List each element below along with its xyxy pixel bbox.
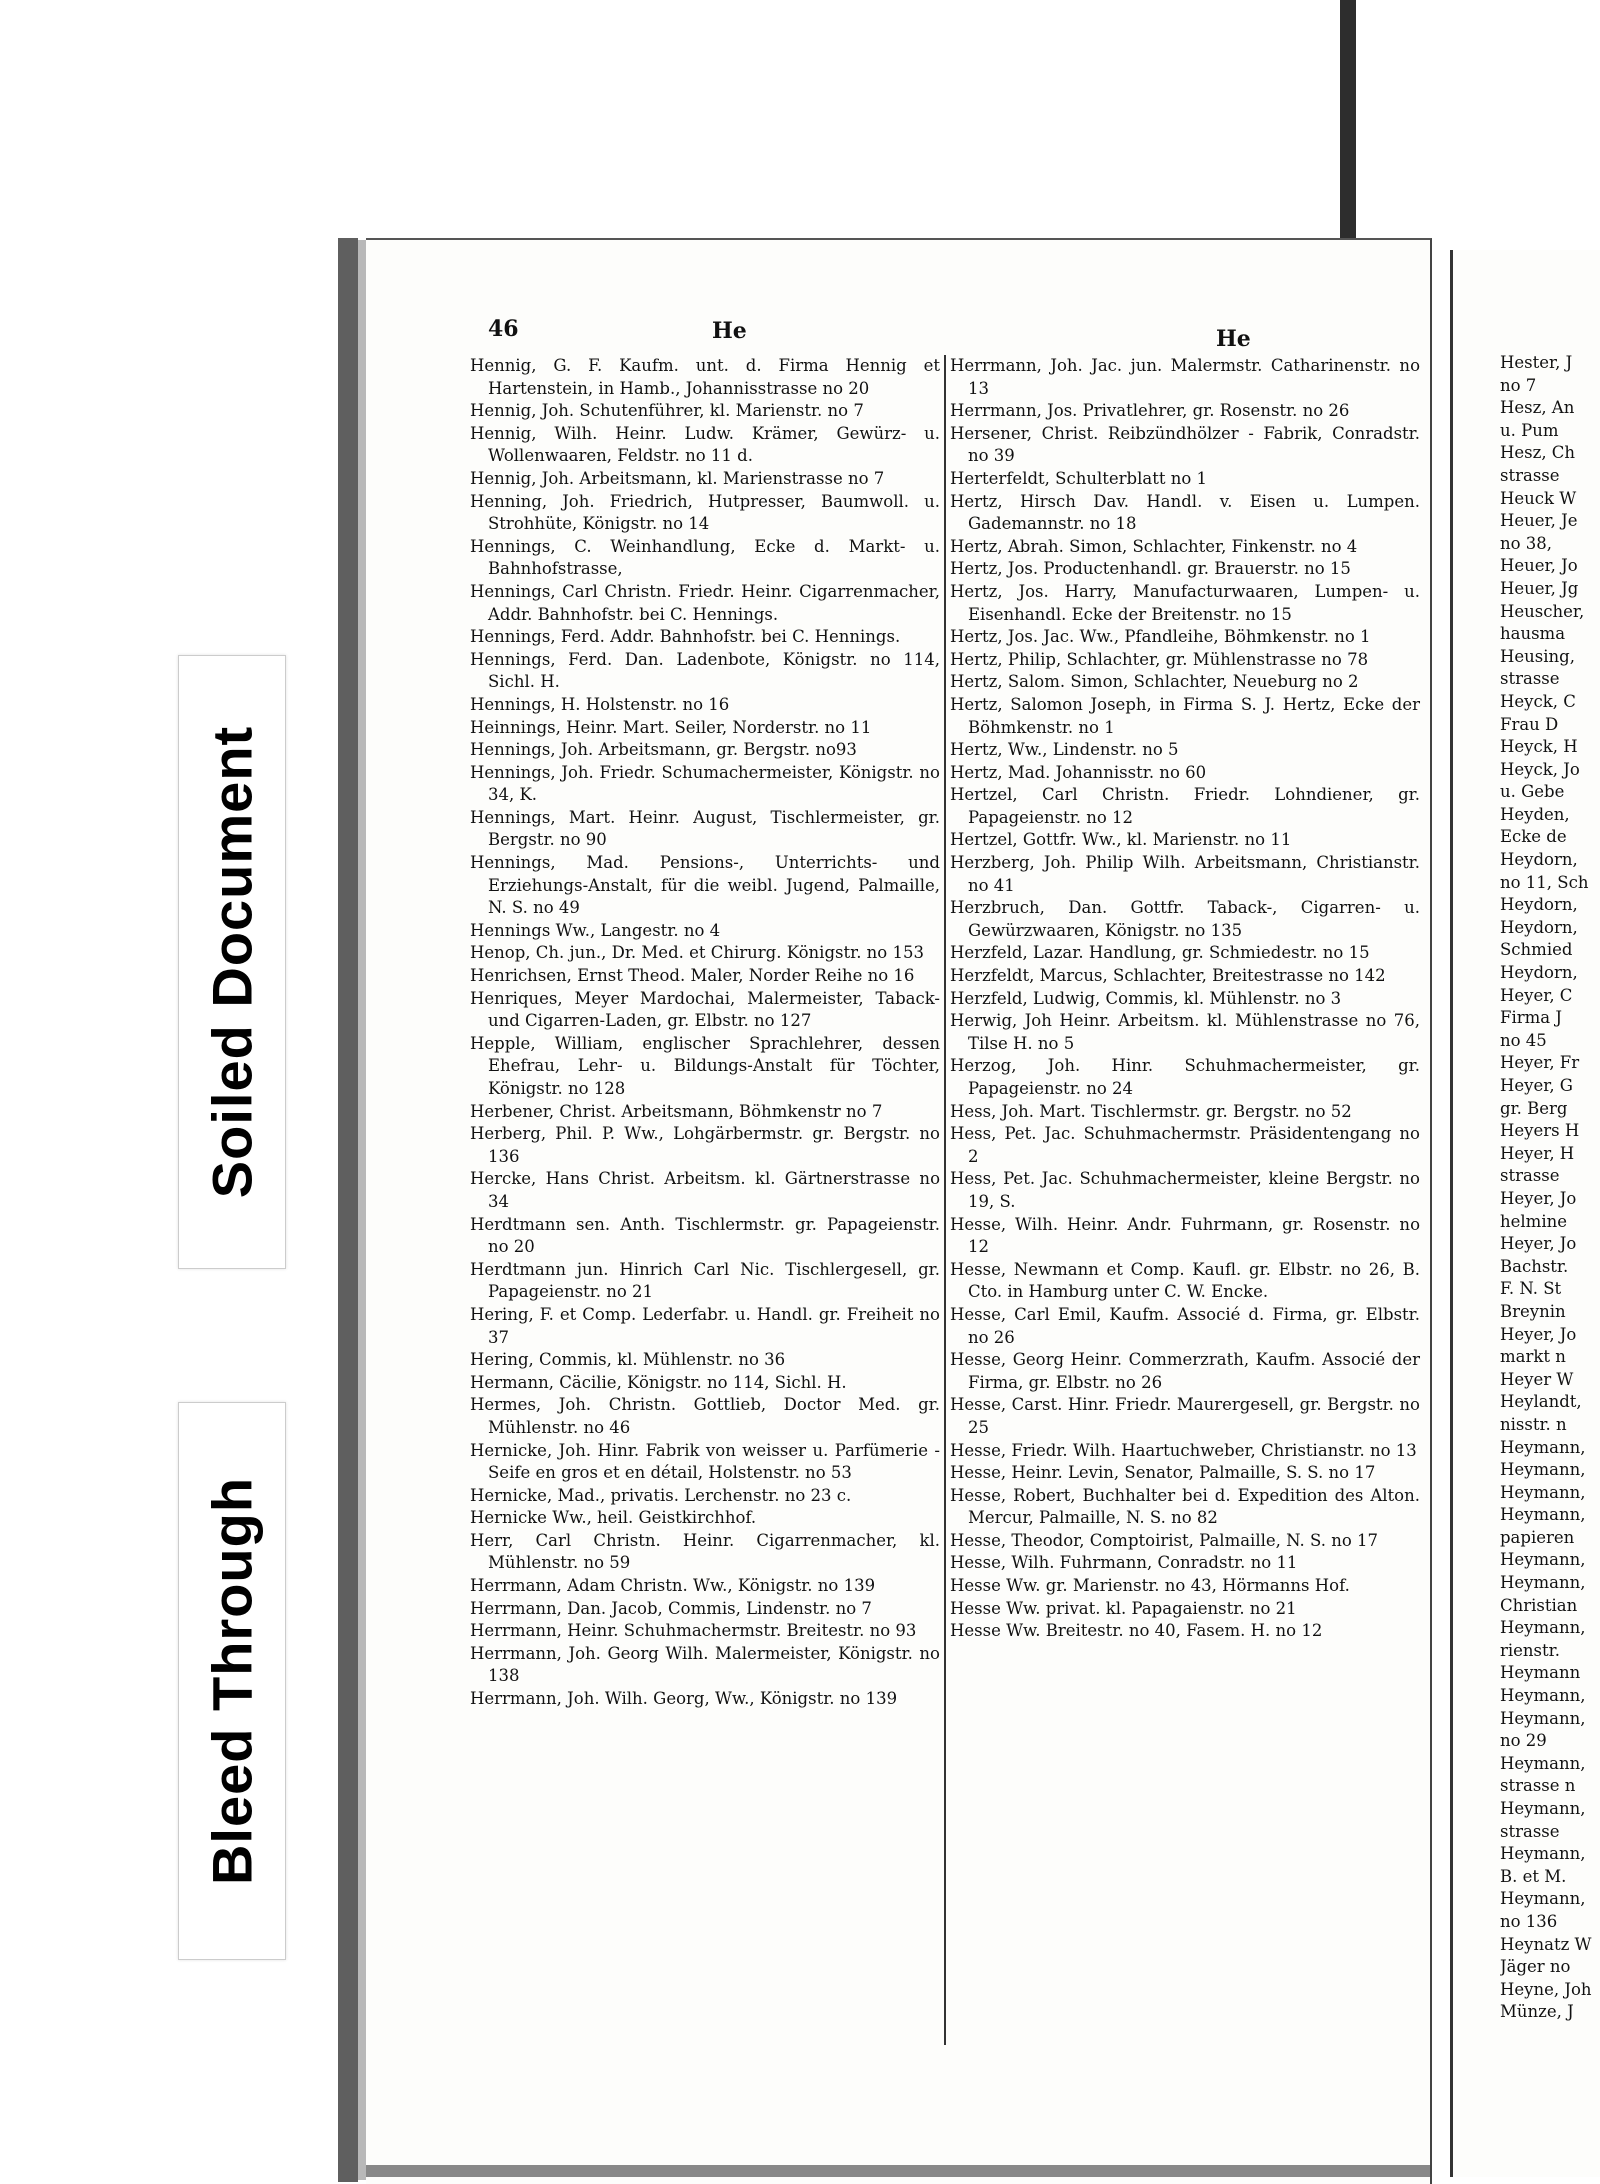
- directory-entry: Hesse, Newmann et Comp. Kaufl. gr. Elbstr. no 26, B. Cto. in Hamburg unter C. W. Encke.: [950, 1259, 1420, 1302]
- directory-entry: Hesse Ww. Breitestr. no 40, Fasem. H. no 12: [950, 1621, 1323, 1641]
- bleed-through-tag: [178, 1402, 286, 1960]
- directory-entry: Heymann,: [1500, 1753, 1586, 1773]
- directory-entry: helmine: [1500, 1211, 1567, 1231]
- page-header-right: He: [1216, 326, 1251, 352]
- directory-entry: strasse: [1500, 1821, 1560, 1841]
- directory-entry: Heymann,: [1500, 1437, 1586, 1457]
- directory-entry: Hertz, Jos. Jac. Ww., Pfandleihe, Böhmkenstr. no 1: [950, 627, 1371, 647]
- directory-entry: Hertz, Hirsch Dav. Handl. v. Eisen u. Lumpen. Gademannstr. no 18: [950, 491, 1420, 534]
- directory-entry: strasse: [1500, 1166, 1560, 1186]
- directory-entry: Henrichsen, Ernst Theod. Maler, Norder Reihe no 16: [470, 966, 915, 986]
- directory-entry: Münze, J: [1500, 2002, 1574, 2022]
- directory-entry: Heymann,: [1500, 1550, 1586, 1570]
- directory-entry: Hering, Commis, kl. Mühlenstr. no 36: [470, 1350, 786, 1370]
- directory-entry: Hennings, Carl Christn. Friedr. Heinr. Cigarrenmacher, Addr. Bahnhofstr. bei C. Hennings.: [470, 581, 940, 624]
- directory-entry: papieren: [1500, 1527, 1575, 1547]
- directory-entry: Herdtmann sen. Anth. Tischlermstr. gr. Papageienstr. no 20: [470, 1214, 940, 1257]
- directory-entry: Hennings, H. Holstenstr. no 16: [470, 694, 730, 714]
- directory-entry: Heyne, Joh: [1500, 1979, 1592, 1999]
- directory-entry: Hertz, Jos. Productenhandl. gr. Brauerstr. no 15: [950, 559, 1351, 579]
- directory-entry: Herrmann, Adam Christn. Ww., Königstr. no 139: [470, 1576, 876, 1596]
- directory-entry: Hennings, Joh. Arbeitsmann, gr. Bergstr. no93: [470, 740, 857, 760]
- directory-entry: Heyck, H: [1500, 737, 1578, 757]
- directory-entry: Frau D: [1500, 714, 1559, 734]
- directory-entry: Hess, Pet. Jac. Schuhmachermeister, kleine Bergstr. no 19, S.: [950, 1169, 1420, 1211]
- directory-entry: Hercke, Hans Christ. Arbeitsm. kl. Gärtnerstrasse no 34: [470, 1169, 940, 1211]
- book-binding: [338, 238, 358, 2182]
- directory-entry: Firma J: [1500, 1008, 1562, 1028]
- directory-entry: Hermes, Joh. Christn. Gottlieb, Doctor Med. gr. Mühlenstr. no 46: [470, 1395, 940, 1437]
- directory-entry: Heydorn,: [1500, 963, 1578, 983]
- soiled-document-tag: [178, 655, 286, 1269]
- directory-entry: strasse: [1500, 465, 1560, 485]
- directory-entry: Heymann,: [1500, 1573, 1586, 1593]
- directory-entry: Heyers H: [1500, 1121, 1580, 1141]
- directory-entry: Herr, Carl Christn. Heinr. Cigarrenmacher, kl. Mühlenstr. no 59: [470, 1530, 940, 1573]
- directory-entry: Henriques, Meyer Mardochai, Malermeister, Taback- und Cigarren-Laden, gr. Elbstr. no 127: [470, 988, 940, 1031]
- directory-entry: Heyer, Jo: [1500, 1188, 1577, 1208]
- directory-entry: no 45: [1500, 1030, 1547, 1050]
- directory-entry: Herzbruch, Dan. Gottfr. Taback-, Cigarren- u. Gewürzwaaren, Königstr. no 135: [950, 898, 1420, 940]
- directory-entry: Bachstr.: [1500, 1256, 1569, 1276]
- directory-entry: Hesse, Robert, Buchhalter bei d. Expedition des Alton. Mercur, Palmaille, N. S. no 82: [950, 1485, 1420, 1528]
- directory-entry: Herrmann, Heinr. Schuhmachermstr. Breitestr. no 93: [470, 1621, 917, 1641]
- directory-entry: Heydorn,: [1500, 917, 1578, 937]
- directory-entry: u. Gebe: [1500, 782, 1565, 802]
- directory-entry: Heymann,: [1500, 1482, 1586, 1502]
- directory-entry: Herrmann, Joh. Jac. jun. Malermstr. Catharinenstr. no 13: [950, 356, 1420, 398]
- directory-entry: Heyer, Jo: [1500, 1324, 1577, 1344]
- directory-entry: no 29: [1500, 1731, 1547, 1751]
- soiled-document-label: Soiled Document: [200, 725, 264, 1199]
- directory-entry: Heymann,: [1500, 1618, 1586, 1638]
- directory-entry: Hepple, William, englischer Sprachlehrer, dessen Ehefrau, Lehr- u. Bildungs-Anstalt für Töchter, Königstr. no 128: [470, 1033, 940, 1098]
- directory-entry: Heyden,: [1500, 804, 1570, 824]
- directory-entry: Hesse Ww. gr. Marienstr. no 43, Hörmanns Hof.: [950, 1576, 1350, 1596]
- directory-entry: Hesse, Wilh. Fuhrmann, Conradstr. no 11: [950, 1553, 1298, 1573]
- directory-entry: Hennig, Wilh. Heinr. Ludw. Krämer, Gewürz- u. Wollenwaaren, Feldstr. no 11 d.: [470, 423, 940, 466]
- directory-entry: Heyer W: [1500, 1369, 1574, 1389]
- directory-entry: Herzog, Joh. Hinr. Schuhmachermeister, gr. Papageienstr. no 24: [950, 1056, 1420, 1098]
- directory-entry: Heylandt,: [1500, 1392, 1582, 1412]
- directory-entry: Heydorn,: [1500, 850, 1578, 870]
- directory-entry: Heynatz W: [1500, 1934, 1592, 1954]
- directory-entry: Heuer, Jo: [1500, 556, 1578, 576]
- directory-entry: Heymann,: [1500, 1460, 1586, 1480]
- directory-entry: F. N. St: [1500, 1279, 1562, 1299]
- directory-entry: Jäger no: [1500, 1957, 1571, 1977]
- directory-entry: Heyer, G: [1500, 1076, 1573, 1095]
- directory-entry: Hertz, Philip, Schlachter, gr. Mühlenstrasse no 78: [950, 649, 1369, 669]
- directory-entry: Heuck W: [1500, 488, 1577, 508]
- directory-entry: Herdtmann jun. Hinrich Carl Nic. Tischlergesell, gr. Papageienstr. no 21: [470, 1259, 940, 1302]
- directory-entry: Hertz, Abrah. Simon, Schlachter, Finkenstr. no 4: [950, 536, 1358, 556]
- directory-entry: Hesse, Heinr. Levin, Senator, Palmaille, S. S. no 17: [950, 1463, 1376, 1483]
- page-header-left: He: [712, 318, 747, 344]
- directory-entry: Heymann,: [1500, 1844, 1586, 1864]
- directory-entry: Henning, Joh. Friedrich, Hutpresser, Baumwoll. u. Strohhüte, Königstr. no 14: [470, 491, 940, 534]
- directory-entry: Heinnings, Heinr. Mart. Seiler, Norderstr. no 11: [470, 717, 872, 737]
- directory-entry: rienstr.: [1500, 1640, 1560, 1660]
- directory-entry: no 11, Sch: [1500, 872, 1589, 892]
- page-bottom-edge: [366, 2165, 1430, 2177]
- directory-entry: Heydorn,: [1500, 895, 1578, 915]
- page-number: 46: [488, 316, 519, 342]
- directory-entry: Hertz, Salom. Simon, Schlachter, Neueburg no 2: [950, 672, 1359, 692]
- directory-entry: u. Pum: [1500, 420, 1559, 440]
- directory-entry: Hess, Pet. Jac. Schuhmachermstr. Präsidentengang no 2: [950, 1124, 1420, 1166]
- directory-column-left: [470, 355, 940, 1711]
- directory-entry: nisstr. n: [1500, 1414, 1567, 1434]
- directory-entry: Hesse, Georg Heinr. Commerzrath, Kaufm. Associé der Firma, gr. Elbstr. no 26: [950, 1350, 1420, 1392]
- directory-entry: strasse n: [1500, 1776, 1576, 1796]
- directory-entry: Hennig, Joh. Schutenführer, kl. Marienstr. no 7: [470, 401, 864, 421]
- directory-entry: Hester, J: [1500, 353, 1573, 372]
- directory-entry: B. et M.: [1500, 1866, 1567, 1886]
- directory-entry: Hesse, Theodor, Comptoirist, Palmaille, N. S. no 17: [950, 1530, 1379, 1550]
- directory-entry: Hennings, Ferd. Dan. Ladenbote, Königstr. no 114, Sichl. H.: [470, 649, 940, 692]
- directory-entry: Hennings, C. Weinhandlung, Ecke d. Markt- u. Bahnhofstrasse,: [470, 536, 940, 579]
- directory-entry: gr. Berg: [1500, 1098, 1568, 1118]
- directory-entry: Ecke de: [1500, 827, 1567, 847]
- directory-entry: Schmied: [1500, 940, 1573, 960]
- directory-entry: Heuscher,: [1500, 601, 1585, 621]
- directory-entry: Herzfeld, Ludwig, Commis, kl. Mühlenstr. no 3: [950, 988, 1342, 1008]
- directory-entry: Hennig, G. F. Kaufm. unt. d. Firma Hennig et Hartenstein, in Hamb., Johannisstrasse no 20: [470, 356, 940, 398]
- directory-entry: strasse: [1500, 669, 1560, 689]
- directory-entry: Heymann,: [1500, 1686, 1586, 1706]
- directory-entry: Hersener, Christ. Reibzündhölzer - Fabrik, Conradstr. no 39: [950, 423, 1420, 466]
- directory-entry: Herzfeldt, Marcus, Schlachter, Breitestrasse no 142: [950, 966, 1386, 986]
- directory-entry: Heusing,: [1500, 646, 1575, 666]
- directory-entry: Heyck, Jo: [1500, 759, 1580, 779]
- directory-entry: Heyer, Jo: [1500, 1234, 1577, 1254]
- directory-entry: no 7: [1500, 375, 1537, 395]
- directory-entry: Herrmann, Dan. Jacob, Commis, Lindenstr. no 7: [470, 1598, 872, 1618]
- directory-entry: Herzberg, Joh. Philip Wilh. Arbeitsmann, Christianstr. no 41: [950, 853, 1420, 895]
- directory-entry: no 136: [1500, 1911, 1558, 1931]
- directory-entry: Hertz, Mad. Johannisstr. no 60: [950, 762, 1207, 782]
- directory-entry: Christian: [1500, 1595, 1578, 1615]
- directory-entry: Hertz, Jos. Harry, Manufacturwaaren, Lumpen- u. Eisenhandl. Ecke der Breitenstr. no 15: [950, 581, 1420, 624]
- directory-entry: Hertz, Ww., Lindenstr. no 5: [950, 740, 1179, 760]
- directory-entry: Hernicke, Mad., privatis. Lerchenstr. no 23 c.: [470, 1485, 852, 1505]
- directory-entry: Heymann,: [1500, 1505, 1586, 1525]
- scan-shadow: [1340, 0, 1356, 250]
- directory-entry: Herrmann, Joh. Georg Wilh. Malermeister, Königstr. no 138: [470, 1643, 940, 1686]
- directory-entry: Herrmann, Joh. Wilh. Georg, Ww., Königstr. no 139: [470, 1689, 898, 1709]
- directory-entry: Herterfeldt, Schulterblatt no 1: [950, 468, 1207, 488]
- directory-entry: Hennings Ww., Langestr. no 4: [470, 920, 721, 940]
- directory-entry: Heuer, Je: [1500, 511, 1578, 531]
- directory-entry: Hennig, Joh. Arbeitsmann, kl. Marienstrasse no 7: [470, 468, 885, 488]
- directory-entry: Hering, F. et Comp. Lederfabr. u. Handl. gr. Freiheit no 37: [470, 1304, 940, 1347]
- directory-entry: Herzfeld, Lazar. Handlung, gr. Schmiedestr. no 15: [950, 943, 1370, 963]
- directory-entry: Hess, Joh. Mart. Tischlermstr. gr. Bergstr. no 52: [950, 1101, 1352, 1121]
- directory-entry: Heyck, C: [1500, 691, 1576, 711]
- directory-entry: Hennings, Mart. Heinr. August, Tischlermeister, gr. Bergstr. no 90: [470, 807, 940, 850]
- directory-entry: Hesse Ww. privat. kl. Papagaienstr. no 21: [950, 1598, 1297, 1618]
- directory-entry: Heyer, Fr: [1500, 1053, 1580, 1073]
- directory-entry: Heymann: [1500, 1663, 1581, 1683]
- directory-entry: Heymann,: [1500, 1889, 1586, 1909]
- directory-entry: markt n: [1500, 1347, 1566, 1367]
- directory-entry: Breynin: [1500, 1301, 1566, 1321]
- directory-entry: Herrmann, Jos. Privatlehrer, gr. Rosenstr. no 26: [950, 401, 1350, 421]
- directory-entry: Heymann,: [1500, 1708, 1586, 1728]
- directory-column-middle: [944, 355, 1420, 2045]
- directory-column-right-partial: [1500, 352, 1600, 2024]
- directory-entry: Hesse, Wilh. Heinr. Andr. Fuhrmann, gr. Rosenstr. no 12: [950, 1214, 1420, 1257]
- directory-entry: Herberg, Phil. P. Ww., Lohgärbermstr. gr. Bergstr. no 136: [470, 1124, 940, 1166]
- directory-entry: Heymann,: [1500, 1799, 1586, 1818]
- directory-entry: Heuer, Jg: [1500, 578, 1579, 598]
- directory-entry: Herwig, Joh Heinr. Arbeitsm. kl. Mühlenstrasse no 76, Tilse H. no 5: [950, 1011, 1420, 1053]
- directory-entry: Hertzel, Carl Christn. Friedr. Lohndiener, gr. Papageienstr. no 12: [950, 785, 1420, 827]
- bleed-through-label: Bleed Through: [200, 1476, 264, 1886]
- directory-entry: Hertzel, Gottfr. Ww., kl. Marienstr. no 11: [950, 830, 1292, 850]
- directory-entry: Henop, Ch. jun., Dr. Med. et Chirurg. Königstr. no 153: [470, 943, 924, 963]
- directory-entry: Hernicke Ww., heil. Geistkirchhof.: [470, 1508, 757, 1528]
- directory-entry: Hennings, Ferd. Addr. Bahnhofstr. bei C. Hennings.: [470, 627, 901, 647]
- directory-entry: Hesz, Ch: [1500, 443, 1576, 463]
- directory-entry: Heyer, H: [1500, 1143, 1575, 1163]
- directory-entry: hausma: [1500, 624, 1566, 644]
- directory-entry: Hesse, Carl Emil, Kaufm. Associé d. Firma, gr. Elbstr. no 26: [950, 1304, 1420, 1347]
- directory-entry: no 38,: [1500, 533, 1553, 553]
- directory-entry: Heyer, C: [1500, 985, 1573, 1005]
- directory-entry: Hernicke, Joh. Hinr. Fabrik von weisser u. Parfümerie - Seife en gros et en détail, Holstenstr. no 53: [470, 1440, 940, 1483]
- directory-entry: Hesse, Friedr. Wilh. Haartuchweber, Christianstr. no 13: [950, 1440, 1417, 1460]
- directory-entry: Hennings, Joh. Friedr. Schumachermeister, Königstr. no 34, K.: [470, 762, 940, 805]
- directory-entry: Hesse, Carst. Hinr. Friedr. Maurergesell, gr. Bergstr. no 25: [950, 1395, 1420, 1437]
- directory-entry: Herbener, Christ. Arbeitsmann, Böhmkenstr no 7: [470, 1101, 883, 1121]
- directory-entry: Hermann, Cäcilie, Königstr. no 114, Sichl. H.: [470, 1372, 847, 1392]
- directory-entry: Hennings, Mad. Pensions-, Unterrichts- und Erziehungs-Anstalt, für die weibl. Jugend, Palmaille, N. S. no 49: [470, 853, 940, 918]
- directory-entry: Hertz, Salomon Joseph, in Firma S. J. Hertz, Ecke der Böhmkenstr. no 1: [950, 694, 1420, 737]
- directory-entry: Hesz, An: [1500, 398, 1575, 418]
